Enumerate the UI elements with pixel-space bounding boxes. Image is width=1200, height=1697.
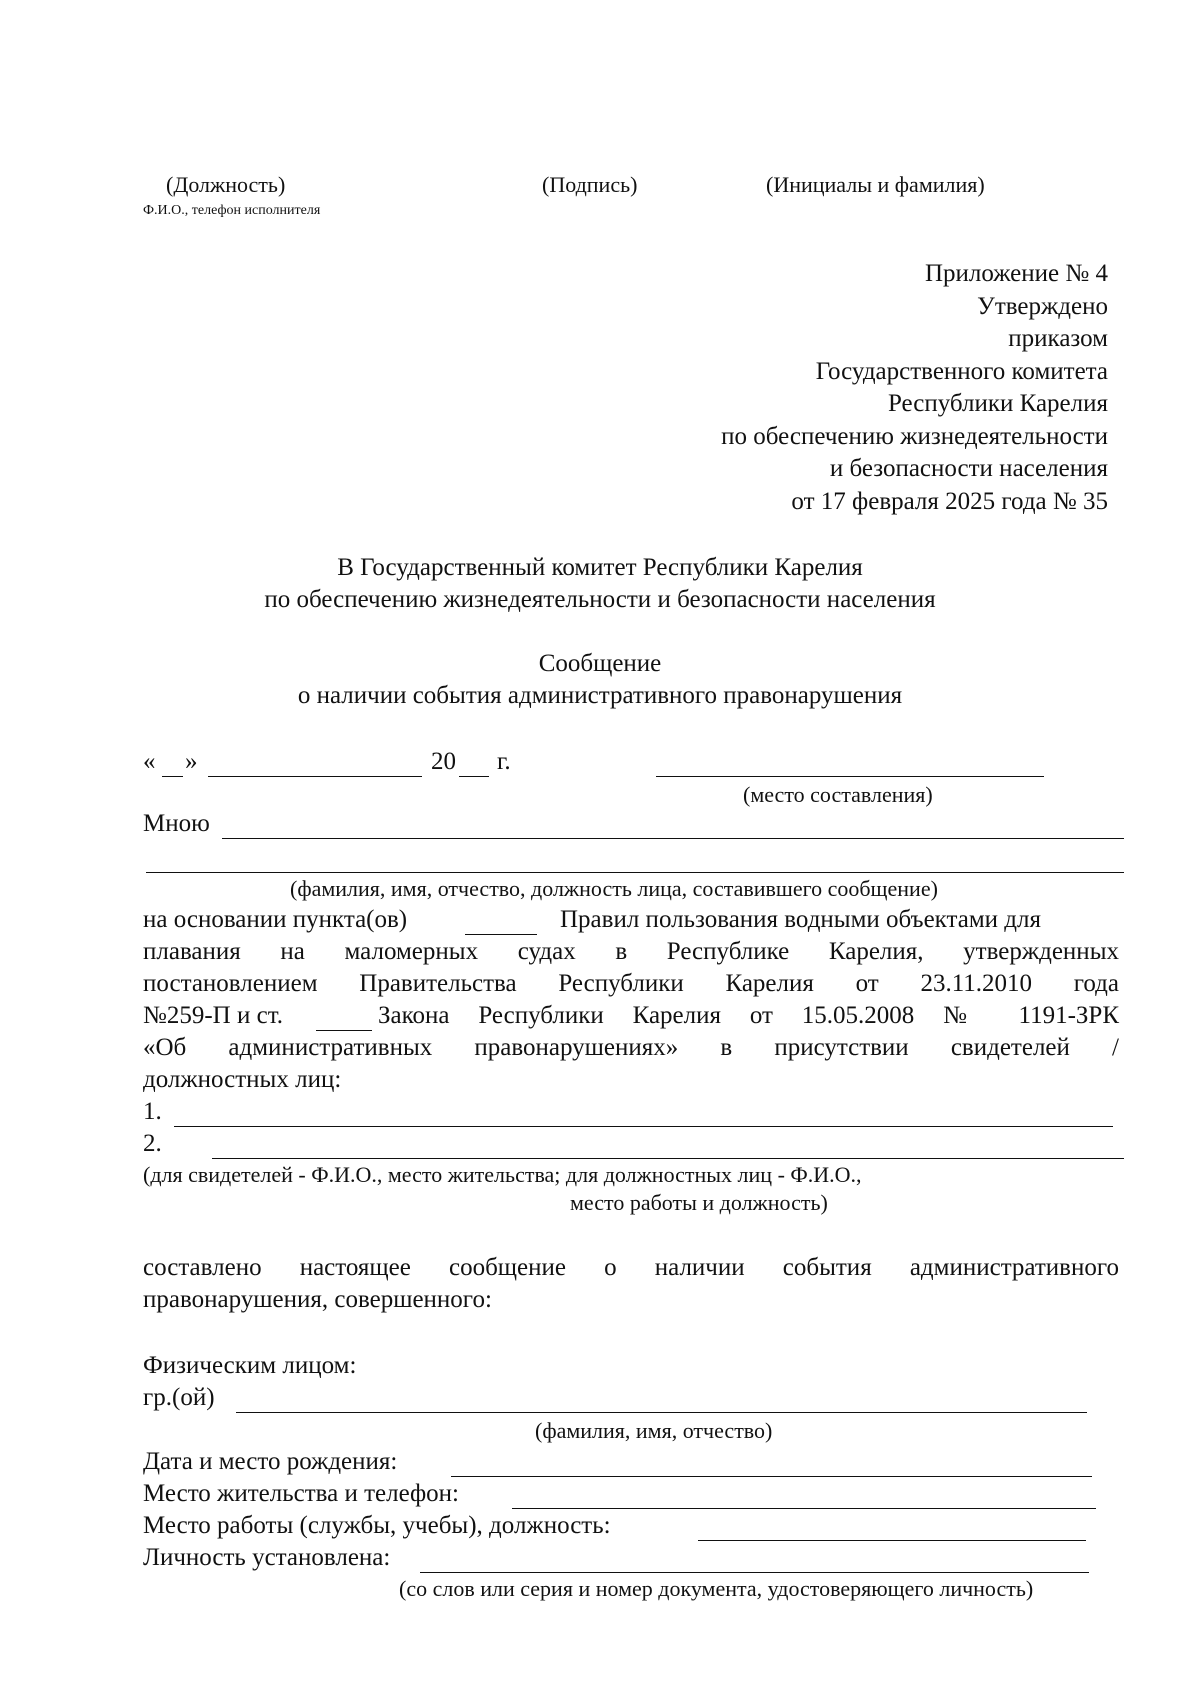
place-field[interactable] xyxy=(656,776,1044,777)
witness-2-field[interactable] xyxy=(212,1158,1124,1159)
addressee-line-2: по обеспечению жизнедеятельности и безопасности населения xyxy=(264,586,936,613)
basis-line-5: «Об административных правонарушениях» в присутствии свидетелей / xyxy=(143,1034,1119,1061)
identity-caption: (со слов или серия и номер документа, удостоверяющего личность) xyxy=(399,1576,1034,1601)
approval-line: Утверждено xyxy=(977,292,1108,320)
approval-line: от 17 февраля 2025 года № 35 xyxy=(791,487,1108,515)
drafted-line-1: составлено настоящее сообщение о наличии события административного xyxy=(143,1254,1119,1281)
witness-1-number: 1. xyxy=(143,1098,162,1125)
basis-line-4a: №259-П и ст. xyxy=(143,1002,284,1029)
author-field[interactable] xyxy=(222,838,1124,839)
month-field[interactable] xyxy=(208,776,422,777)
witness-1-field[interactable] xyxy=(174,1126,1113,1127)
approval-line: Республики Карелия xyxy=(887,390,1108,417)
author-field-continued[interactable] xyxy=(146,872,1124,873)
citizen-label: гр.(ой) xyxy=(143,1384,215,1411)
day-field[interactable] xyxy=(162,776,183,777)
year-suffix: г. xyxy=(497,748,511,775)
initials-caption: (Инициалы и фамилия) xyxy=(766,172,985,197)
year-field[interactable] xyxy=(459,776,489,777)
work-field[interactable] xyxy=(698,1540,1086,1541)
signature-caption: (Подпись) xyxy=(542,172,638,197)
approval-block xyxy=(508,258,1108,518)
basis-line-6: должностных лиц: xyxy=(143,1066,342,1093)
addressee-line-1: В Государственный комитет Республики Карелия xyxy=(337,554,863,581)
citizen-caption: (фамилия, имя, отчество) xyxy=(535,1418,773,1443)
approval-line: приказом xyxy=(1008,325,1108,352)
witness-2-number: 2. xyxy=(143,1130,162,1157)
date-close-quote: » xyxy=(185,748,198,775)
author-caption: (фамилия, имя, отчество, должность лица, составившего сообщение) xyxy=(290,876,938,901)
witness-caption-1: (для свидетелей - Ф.И.О., место жительства; для должностных лиц - Ф.И.О., xyxy=(143,1162,862,1187)
witness-caption-2: место работы и должность) xyxy=(570,1190,828,1215)
position-caption: (Должность) xyxy=(166,172,286,197)
document-subtitle: о наличии события административного правонарушения xyxy=(297,682,903,709)
birth-field[interactable] xyxy=(451,1476,1092,1477)
work-label: Место работы (службы, учебы), должность: xyxy=(143,1512,611,1539)
executor-caption: Ф.И.О., телефон исполнителя xyxy=(143,203,321,218)
person-heading: Физическим лицом: xyxy=(143,1352,357,1379)
basis-line-4b: Закона Республики Карелия от 15.05.2008 № 1191-ЗРК xyxy=(378,1002,1119,1029)
identity-field[interactable] xyxy=(420,1572,1089,1573)
year-prefix: 20 xyxy=(431,748,456,775)
citizen-field[interactable] xyxy=(236,1412,1087,1413)
drafted-line-2: правонарушения, совершенного: xyxy=(143,1286,492,1313)
identity-label: Личность установлена: xyxy=(143,1544,391,1571)
author-label: Мною xyxy=(143,810,210,837)
document-title: Сообщение xyxy=(538,650,662,677)
residence-field[interactable] xyxy=(512,1508,1096,1509)
basis-line-2: плавания на маломерных судах в Республике Карелия, утвержденных xyxy=(143,938,1119,965)
basis-line-1b: Правил пользования водными объектами для xyxy=(560,906,1041,933)
article-field[interactable] xyxy=(316,1030,372,1031)
clause-field[interactable] xyxy=(465,934,537,935)
place-caption: (место составления) xyxy=(743,782,933,807)
basis-line-1a: на основании пункта(ов) xyxy=(143,906,408,933)
basis-line-3: постановлением Правительства Республики Карелия от 23.11.2010 года xyxy=(143,970,1119,997)
approval-line: Приложение № 4 xyxy=(924,260,1108,287)
approval-line: по обеспечению жизнедеятельности xyxy=(721,422,1108,450)
residence-label: Место жительства и телефон: xyxy=(143,1480,460,1507)
date-open-quote: « xyxy=(143,748,156,775)
approval-line: и безопасности населения xyxy=(829,455,1108,482)
birth-label: Дата и место рождения: xyxy=(143,1448,398,1475)
approval-line: Государственного комитета xyxy=(815,357,1108,385)
